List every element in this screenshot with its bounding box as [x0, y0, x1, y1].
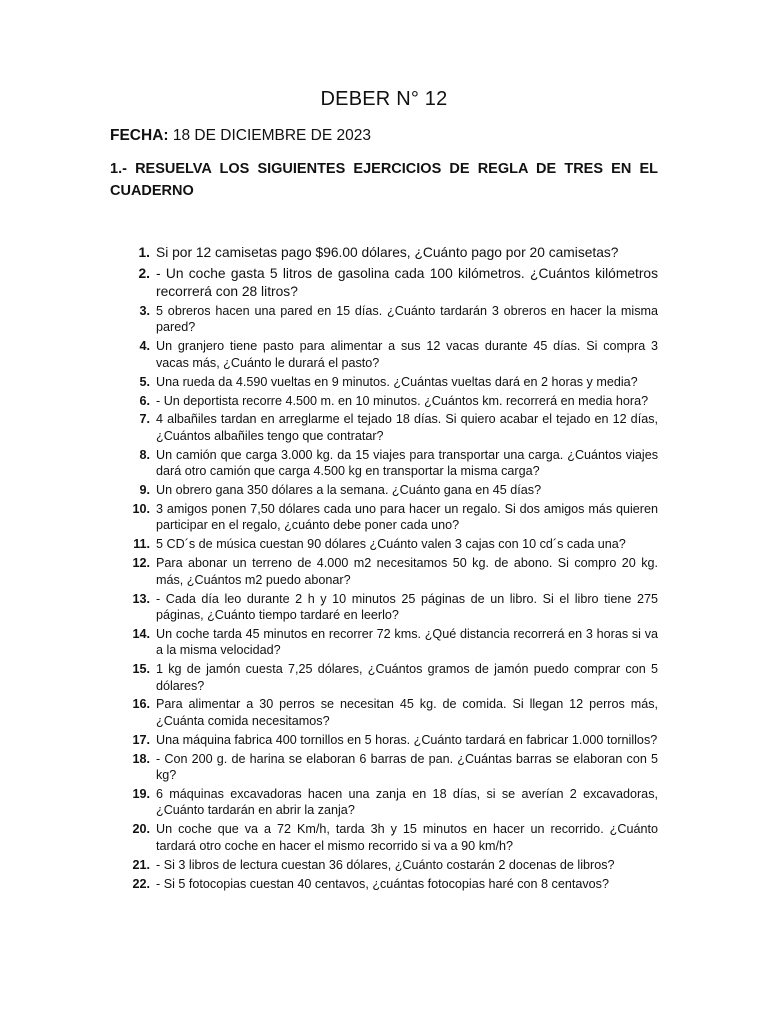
exercise-item — [110, 857, 658, 873]
exercise-text: 3 amigos ponen 7,50 dólares cada uno para hacer un regalo. Si dos amigos más quieren participar en el regalo, ¿cuánto debe poner cada uno? — [156, 501, 658, 533]
exercise-number: 10. — [132, 501, 150, 516]
exercise-number: 19. — [132, 786, 150, 801]
exercise-item — [110, 876, 658, 892]
exercise-text: Un camión que carga 3.000 kg. da 15 viajes para transportar una carga. ¿Cuántos viajes dará otro camión que carga 4.500 kg en transportar la misma carga? — [156, 447, 658, 479]
exercise-item — [110, 536, 658, 552]
exercise-text: Una máquina fabrica 400 tornillos en 5 horas. ¿Cuánto tardará en fabricar 1.000 tornillos? — [156, 732, 658, 747]
exercise-item — [110, 482, 658, 498]
exercise-item — [110, 821, 658, 854]
exercise-number: 1. — [138, 245, 150, 260]
exercise-text: 5 CD´s de música cuestan 90 dólares ¿Cuánto valen 3 cajas con 10 cd´s cada una? — [156, 537, 626, 552]
exercise-text: Un obrero gana 350 dólares a la semana. ¿Cuánto gana en 45 días? — [156, 483, 542, 498]
exercise-number: 21. — [132, 857, 150, 872]
exercise-item — [110, 591, 658, 624]
exercise-number: 3. — [139, 304, 150, 318]
exercise-number: 18. — [132, 751, 150, 766]
exercise-text: - Si 3 libros de lectura cuestan 36 dólares, ¿Cuánto costarán 2 docenas de libros? — [156, 857, 615, 872]
exercise-item — [110, 374, 658, 390]
exercise-item — [110, 244, 658, 262]
exercise-item — [110, 786, 658, 819]
exercise-item — [110, 696, 658, 729]
exercise-text: - Un deportista recorre 4.500 m. en 10 minutos. ¿Cuántos km. recorrerá en media hora? — [156, 393, 649, 408]
exercise-text: Para alimentar a 30 perros se necesitan 45 kg. de comida. Si llegan 12 perros más, ¿Cuánta comida necesitamos? — [156, 697, 658, 728]
exercise-number: 13. — [132, 591, 150, 606]
exercise-number: 8. — [139, 447, 150, 462]
exercise-item — [110, 501, 658, 534]
exercise-text: - Un coche gasta 5 litros de gasolina cada 100 kilómetros. ¿Cuántos kilómetros recorrerá con 28 litros? — [156, 265, 658, 299]
exercise-item — [110, 411, 658, 444]
exercise-item — [110, 303, 658, 336]
exercise-text: Una rueda da 4.590 vueltas en 9 minutos. ¿Cuántas vueltas dará en 2 horas y media? — [156, 374, 638, 389]
exercise-text: - Cada día leo durante 2 h y 10 minutos 25 páginas de un libro. Si el libro tiene 275 páginas, ¿Cuánto tiempo tardaré en leerlo? — [156, 591, 658, 622]
exercise-number: 20. — [132, 822, 150, 837]
exercise-number: 22. — [132, 876, 150, 891]
exercise-text: Si por 12 camisetas pago $96.00 dólares, ¿Cuánto pago por 20 camisetas? — [156, 245, 619, 260]
exercise-text: - Con 200 g. de harina se elaboran 6 barras de pan. ¿Cuántas barras se elaboran con 5 kg? — [156, 751, 658, 783]
exercise-text: Para abonar un terreno de 4.000 m2 necesitamos 50 kg. de abono. Si compro 20 kg. más, ¿Cuántos m2 puedo abonar? — [156, 556, 658, 587]
exercise-text: 5 obreros hacen una pared en 15 días. ¿Cuánto tardarán 3 obreros en hacer la misma pared? — [156, 304, 658, 335]
date-label: FECHA: — [110, 127, 169, 144]
exercise-item — [110, 661, 658, 694]
exercise-text: 1 kg de jamón cuesta 7,25 dólares, ¿Cuántos gramos de jamón puedo comprar con 5 dólares? — [156, 662, 658, 693]
exercise-number: 2. — [138, 265, 150, 281]
exercise-item — [110, 732, 658, 748]
exercise-number: 7. — [139, 412, 150, 427]
exercise-text: Un coche que va a 72 Km/h, tarda 3h y 15 minutos en hacer un recorrido. ¿Cuánto tardará otro coche en hacer el mismo recorrido si va a 90 km/h? — [156, 822, 658, 853]
exercise-item — [110, 338, 658, 371]
exercise-number: 15. — [132, 662, 150, 677]
exercise-number: 6. — [139, 393, 150, 408]
exercise-item — [110, 447, 658, 480]
exercise-item — [110, 626, 658, 659]
exercise-number: 9. — [139, 483, 150, 498]
exercise-text: 4 albañiles tardan en arreglarme el tejado 18 días. Si quiero acabar el tejado en 12 días, ¿Cuántos albañiles tengo que contratar? — [156, 412, 658, 443]
exercise-item — [110, 265, 658, 301]
exercise-text: - Si 5 fotocopias cuestan 40 centavos, ¿cuántas fotocopias haré con 8 centavos? — [156, 876, 609, 891]
exercise-item — [110, 751, 658, 784]
page-title: DEBER N° 12 — [320, 88, 448, 110]
exercise-list — [110, 244, 658, 894]
exercise-number: 11. — [133, 537, 150, 552]
exercise-number: 17. — [132, 732, 150, 747]
date-value: 18 DE DICIEMBRE DE 2023 — [168, 127, 372, 144]
exercise-number: 5. — [139, 374, 150, 389]
exercise-text: Un granjero tiene pasto para alimentar a sus 12 vacas durante 45 días. Si compra 3 vacas más, ¿Cuánto le durará el pasto? — [156, 339, 658, 370]
exercise-text: 6 máquinas excavadoras hacen una zanja en 18 días, si se averían 2 excavadoras, ¿Cuánto tardarán en abrir la zanja? — [156, 786, 658, 818]
exercise-item — [110, 393, 658, 409]
exercise-number: 16. — [132, 697, 150, 712]
exercise-number: 4. — [139, 339, 150, 354]
exercise-text: Un coche tarda 45 minutos en recorrer 72 kms. ¿Qué distancia recorrerá en 3 horas si va a la misma velocidad? — [156, 626, 658, 658]
section-heading: 1.- RESUELVA LOS SIGUIENTES EJERCICIOS DE REGLA DE TRES EN EL CUADERNO — [110, 161, 658, 199]
exercise-number: 14. — [132, 626, 150, 641]
date-line — [110, 127, 371, 145]
exercise-number: 12. — [132, 556, 150, 571]
exercise-item — [110, 555, 658, 588]
